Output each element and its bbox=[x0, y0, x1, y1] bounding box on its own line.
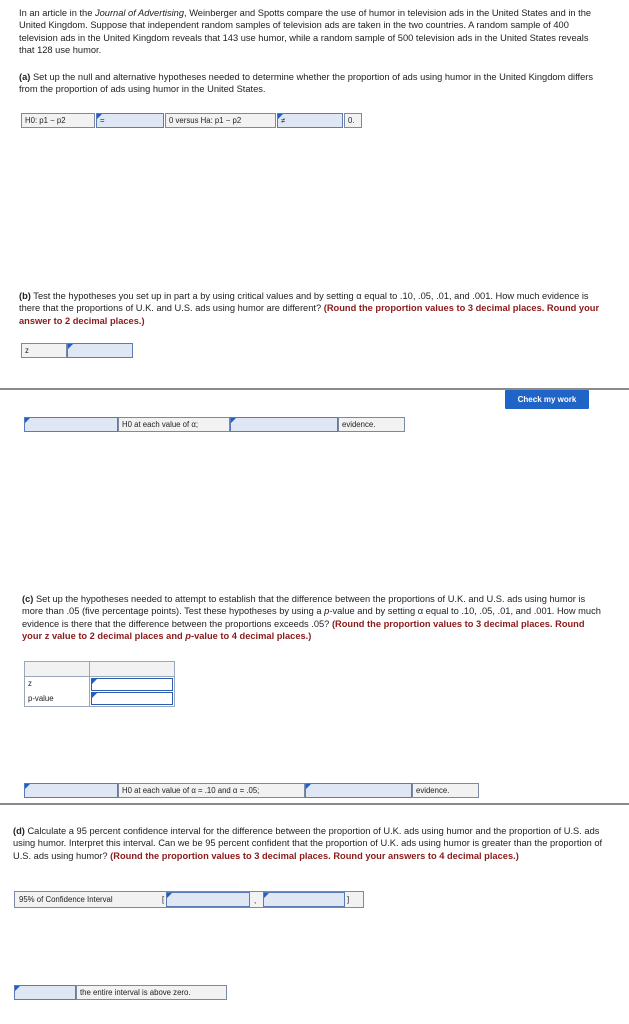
intro-text-cont: , Weinberger and Spotts compare the use of humor in television ads in the United States and in the United Kingdom. Suppose that independent random samples of television ads are taken in the two countries. A random sample of 400 television ads in the United Kingdom reveals that 143 use humor, while a random sample of 500 television ads in the United States reveals that 128 use humor. bbox=[19, 8, 592, 55]
ci-comma: , bbox=[254, 896, 257, 905]
part-d-question bbox=[13, 825, 605, 862]
part-c-question bbox=[22, 593, 605, 642]
part-c-text: Set up the hypotheses needed to attempt to establish that the difference between the proportions of U.K. and U.S. ads using humor is more than .05 (five percentage points). Test these hypotheses by using a bbox=[22, 594, 586, 617]
z-input[interactable] bbox=[67, 343, 133, 358]
answer-flag-icon bbox=[167, 893, 172, 898]
d-conclusion-select[interactable] bbox=[14, 985, 76, 1000]
c-decision-select[interactable] bbox=[24, 783, 118, 798]
ha-operator-value: ≠ bbox=[281, 116, 286, 125]
ci-open-bracket: [ bbox=[162, 895, 165, 904]
part-c-instruction-cont: -value to 4 decimal places.) bbox=[190, 630, 312, 641]
answer-flag-icon bbox=[25, 784, 30, 789]
intro-text: In an article in the bbox=[19, 8, 95, 18]
table-row-label: z bbox=[28, 679, 32, 688]
check-my-work-button[interactable]: Check my work bbox=[505, 390, 589, 409]
ci-lower-input[interactable] bbox=[166, 892, 250, 907]
ha-operator-select[interactable] bbox=[277, 113, 343, 128]
c-evidence-select[interactable] bbox=[305, 783, 412, 798]
part-a-question bbox=[19, 71, 604, 96]
answer-flag-icon bbox=[231, 418, 236, 423]
part-b-label: (b) bbox=[19, 291, 31, 301]
part-c-label: (c) bbox=[22, 594, 34, 604]
b-h0-text: H0 at each value of α; bbox=[118, 417, 230, 432]
part-b-instruction: (Round the proportion values to 3 decimal places. Round your answer to 2 decimal places.) bbox=[19, 303, 600, 326]
answer-flag-icon bbox=[15, 986, 20, 991]
part-c-text-cont: -value and by setting α equal to .10, .05, .01, and .001. How much evidence is there that the difference between the proportions exceeds .05? bbox=[22, 606, 601, 629]
answer-flag-icon bbox=[92, 693, 97, 698]
part-c-instruction: (Round the proportion values to 3 decimal places. Round your z value to 2 decimal places and bbox=[22, 618, 585, 641]
b-evidence-text: evidence. bbox=[338, 417, 405, 432]
answer-flag-icon bbox=[92, 679, 97, 684]
z-label: z bbox=[21, 343, 67, 358]
h0-operator-value: = bbox=[100, 116, 105, 125]
ci-close-bracket: ] bbox=[347, 895, 350, 904]
ha-label: 0 versus Ha: p1 − p2 bbox=[165, 113, 276, 128]
d-conclusion-text: the entire interval is above zero. bbox=[76, 985, 227, 1000]
problem-intro bbox=[19, 7, 604, 56]
c-p-value-input[interactable] bbox=[91, 692, 173, 705]
ci-label: 95% of Confidence Interval bbox=[19, 895, 113, 904]
answer-flag-icon bbox=[306, 784, 311, 789]
b-decision-select[interactable] bbox=[24, 417, 118, 432]
table-header bbox=[25, 662, 174, 677]
c-h0-text: H0 at each value of α = .10 and α = .05; bbox=[118, 783, 305, 798]
answer-flag-icon bbox=[25, 418, 30, 423]
column-divider bbox=[89, 662, 90, 706]
part-b-question bbox=[19, 290, 604, 327]
ci-upper-input[interactable] bbox=[263, 892, 345, 907]
h0-operator-select[interactable] bbox=[96, 113, 164, 128]
c-results-table bbox=[24, 661, 175, 707]
part-a-label: (a) bbox=[19, 72, 31, 82]
journal-name: Journal of Advertising bbox=[94, 8, 185, 18]
c-z-input[interactable] bbox=[91, 678, 173, 691]
answer-flag-icon bbox=[278, 114, 283, 119]
c-evidence-text: evidence. bbox=[412, 783, 479, 798]
part-d-label: (d) bbox=[13, 826, 25, 836]
part-d-text: Calculate a 95 percent confidence interval for the difference between the proportion of U.K. ads using humor and the proportion of U.S. ads using humor. Interpret this interval. Can we be 95 percent confident that the proportion of U.K. ads using humor is greater than the proportion of U.S. ads using humor? bbox=[13, 826, 603, 861]
section-divider bbox=[0, 803, 629, 805]
answer-flag-icon bbox=[68, 344, 73, 349]
part-d-instruction: (Round the proportion values to 3 decimal places. Round your answers to 4 decimal places.) bbox=[110, 850, 519, 861]
part-b-text: Test the hypotheses you set up in part a by using critical values and by setting α equal to .10, .05, .01, and .001. How much evidence is there that the proportions of U.K. and U.S. ads using humor are different? bbox=[19, 291, 589, 314]
answer-flag-icon bbox=[97, 114, 102, 119]
answer-flag-icon bbox=[264, 893, 269, 898]
b-evidence-select[interactable] bbox=[230, 417, 338, 432]
p-italic: p bbox=[324, 606, 330, 617]
instruction-p-italic: p bbox=[185, 630, 191, 641]
table-row-label: p-value bbox=[28, 694, 54, 703]
ci-row bbox=[14, 891, 364, 908]
ha-end-value: 0. bbox=[344, 113, 362, 128]
part-a-text: Set up the null and alternative hypotheses needed to determine whether the proportion of ads using humor in the United Kingdom differs from the proportion of ads using humor in the United States. bbox=[19, 72, 594, 95]
h0-label: H0: p1 − p2 bbox=[21, 113, 95, 128]
